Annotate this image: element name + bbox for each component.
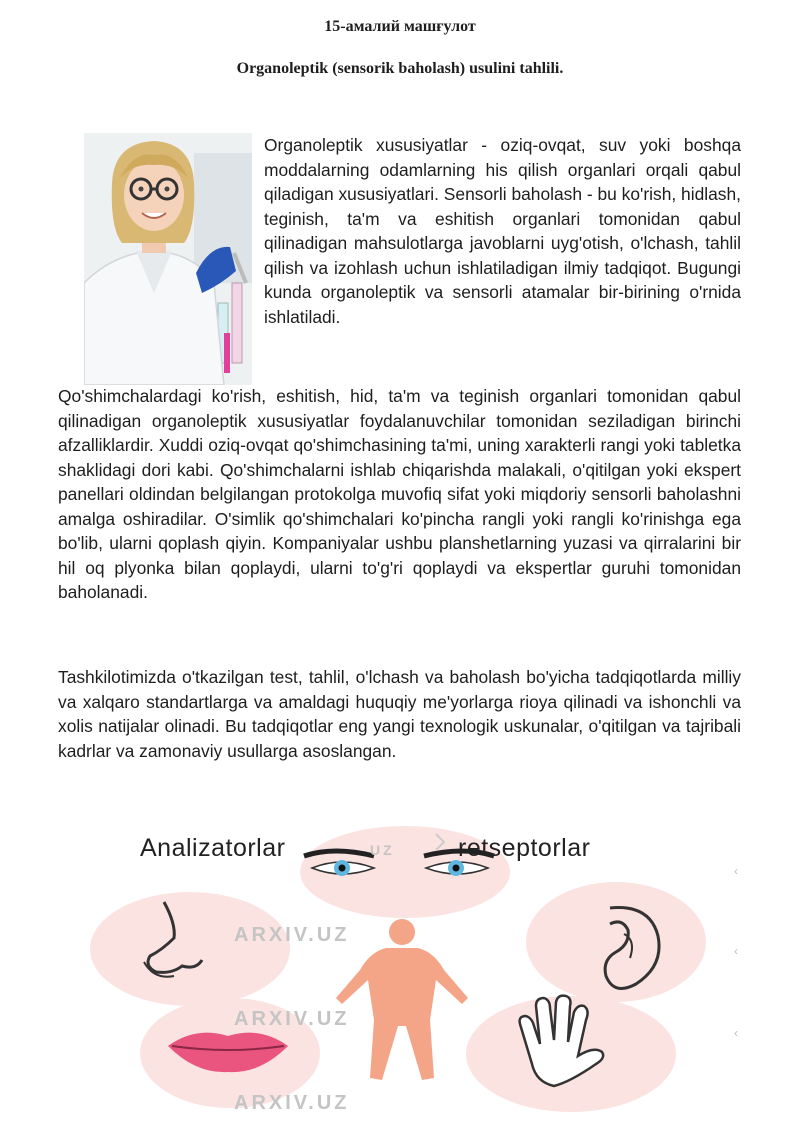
human-body-icon xyxy=(336,919,468,1080)
figure-title-left: Analizatorlar xyxy=(140,834,286,862)
margin-mark: ‹ xyxy=(734,1026,738,1040)
nose-icon xyxy=(144,902,202,977)
eyes-icon xyxy=(304,851,494,876)
analyzers-figure xyxy=(84,820,754,1120)
page-title: 15-амалий машғулот xyxy=(324,18,476,35)
body-paragraph-2: Tashkilotimizda o'tkazilgan test, tahlil, o'lchash va baholash bo'yicha tadqiqotlarda milliy va xalqaro standartlarga va amaldagi huquqiy me'yorlarga rioya qilinadi va ishonchli va xolis natijalar olinadi. Bu tadqiqotlar eng yangi texnologik uskunalar, o'qitilgan va tajribali kadrlar va zamonaviy usullarga asoslangan. xyxy=(58,667,741,761)
ear-icon xyxy=(605,908,659,989)
watermark-small: UZ xyxy=(370,842,395,858)
body-paragraph-1: Qo'shimchalardagi ko'rish, eshitish, hid, ta'm va teginish organlari tomonidan qabul qilinadigan organoleptik xususiyatlar foydalanuvchilar tomonidan seziladigan birinchi afzalliklardir. Xuddi oziq-ovqat qo'shimchasining ta'mi, uning xarakterli rangi yoki tabletka shaklidagi dori kabi. Qo'shimchalarni ishlab chiqarishda malakali, o'qitilgan yoki ekspert panellari oldindan belgilangan protokolga muvofiq sifat yoki miqdoriy sensorli baholashni amalga oshiradilar. O'simlik qo'shimchalari ko'pincha rangli yoki rangli ko'rinishga ega bo'lib, ularni qoplash qiyin. Kompaniyalar ushbu planshetlarning yuzasi va qirralarini bir hil oq plyonka bilan qoplaydi, ularni to'g'ri qoplaydi va ekspertlar guruhi tomonidan baholanadi. xyxy=(58,386,741,602)
lips-icon xyxy=(168,1033,288,1072)
watermark: ARXIV.UZ xyxy=(234,1092,350,1114)
page-subtitle: Organoleptik (sensorik baholash) usulini tahlili. xyxy=(236,60,564,77)
margin-mark: ‹ xyxy=(734,864,738,878)
watermark: ARXIV.UZ xyxy=(234,924,350,946)
margin-mark: ‹ xyxy=(734,944,738,958)
watermark: ARXIV.UZ xyxy=(234,1008,350,1030)
intro-paragraph: Organoleptik xususiyatlar - oziq-ovqat, suv yoki boshqa moddalarning odamlarning his qilish organlari orqali qabul qiladigan xususiyatlari. Sensorli baholash - bu ko'rish, hidlash, teginish, ta'm va eshitish organlari tomonidan qabul qilinadigan mahsulotlarga javoblarni uyg'otish, o'lchash, tahlil qilish va izohlash uchun ishlatiladigan ilmiy tadqiqot. Bugungi kunda organoleptik va sensorli atamalar bir-birining o'rnida ishlatiladi. xyxy=(264,135,741,327)
scientist-photo xyxy=(84,133,252,385)
figure-title-right: retseptorlar xyxy=(458,834,591,862)
hand-icon xyxy=(520,996,604,1086)
